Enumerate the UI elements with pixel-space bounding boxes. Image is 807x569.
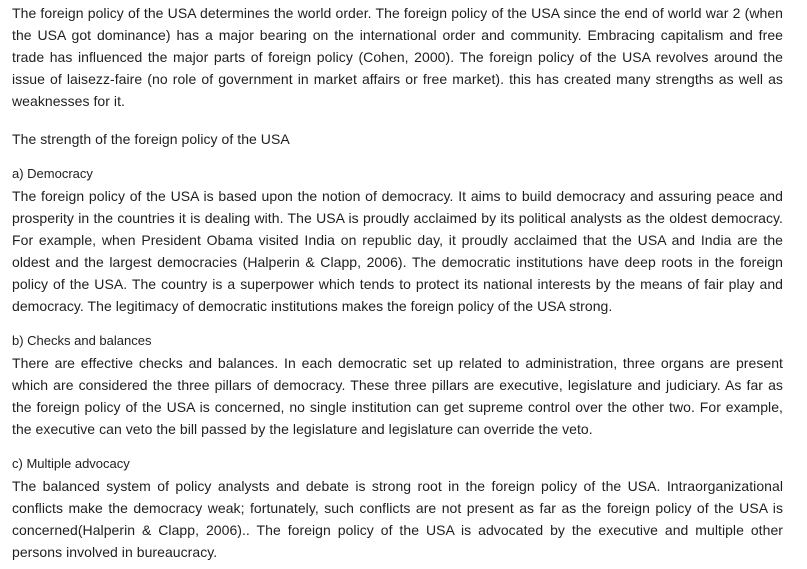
section-heading: b) Checks and balances <box>12 333 152 348</box>
section-democracy <box>12 163 783 317</box>
section-body: The balanced system of policy analysts and debate is strong root in the foreign policy of the USA. Intraorganizational conflicts make the democracy weak; fortunately, such conflicts are not present as far as the foreign policy of the USA is concerned(Halperin & Clapp, 2006).. The foreign policy of the USA is advocated by the executive and multiple other persons involved in bureaucracy. <box>12 478 783 560</box>
section-body: The foreign policy of the USA is based upon the notion of democracy. It aims to build democracy and assuring peace and prosperity in the countries it is dealing with. The USA is proudly acclaimed by its political analysts as the oldest democracy. For example, when President Obama visited India on republic day, it proudly acclaimed that the USA and India are the oldest and the largest democracies (Halperin & Clapp, 2006). The democratic institutions have deep roots in the foreign policy of the USA. The country is a superpower which tends to protect its national interests by the means of fair play and democracy. The legitimacy of democratic institutions makes the foreign policy of the USA strong. <box>12 188 783 314</box>
strength-heading: The strength of the foreign policy of the USA <box>12 131 290 147</box>
section-body: There are effective checks and balances. In each democratic set up related to administration, three organs are present which are considered the three pillars of democracy. These three pillars are executive, legislature and judiciary. As far as the foreign policy of the USA is concerned, no single institution can get supreme control over the other two. For example, the executive can veto the bill passed by the legislature and legislature can override the veto. <box>12 355 783 437</box>
intro-paragraph: The foreign policy of the USA determines the world order. The foreign policy of the USA since the end of world war 2 (when the USA got dominance) has a major bearing on the international order and community. Embracing capitalism and free trade has influenced the major parts of foreign policy (Cohen, 2000). The foreign policy of the USA revolves around the issue of laisezz-faire (no role of government in market affairs or free market). this has created many strengths as well as weaknesses for it. <box>12 5 783 109</box>
section-heading: a) Democracy <box>12 166 93 181</box>
section-checks-and-balances <box>12 330 783 440</box>
document-body <box>12 2 783 563</box>
section-multiple-advocacy <box>12 453 783 563</box>
section-heading: c) Multiple advocacy <box>12 456 130 471</box>
